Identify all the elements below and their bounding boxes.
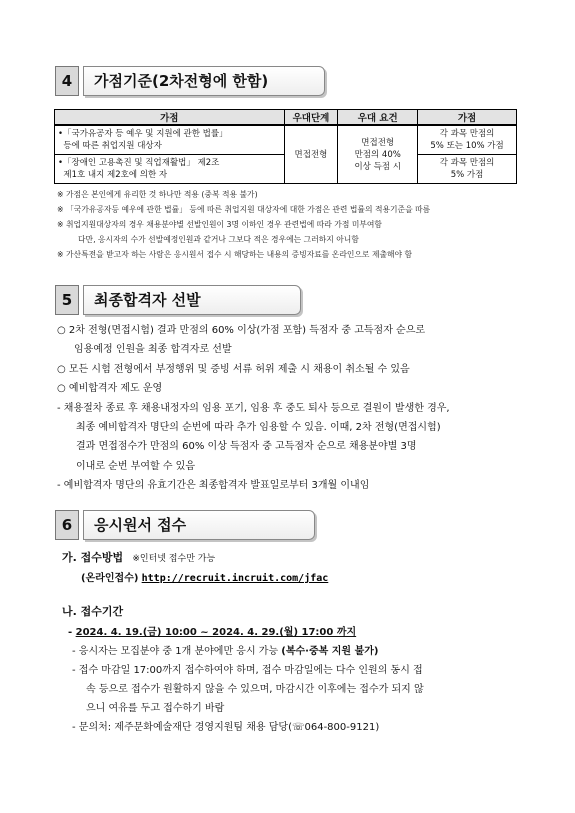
table-cell: 각 과목 만점의 5% 또는 10% 가점 — [418, 125, 517, 155]
bullet-line: 임용예정 인원을 최종 합격자로 선발 — [74, 344, 232, 356]
method-label: 가. 접수방법 — [62, 551, 124, 564]
application-link[interactable]: http://recruit.incruit.com/jfac — [141, 573, 329, 584]
note: ※ 가점은 본인에게 유리한 것 하나만 적용 (중복 적용 불가) — [57, 190, 258, 199]
method-note: ※인터넷 접수만 가능 — [132, 554, 216, 564]
table-header: 가점 — [418, 110, 517, 126]
deadline-note: - 접수 마감일 17:00까지 접수하여야 하며, 접수 마감일에는 다수 인원의 동시 접 — [72, 665, 423, 676]
table-header: 우대 요건 — [338, 110, 418, 126]
section-title: 가점기준(2차전형에 한함) — [83, 66, 325, 96]
table-cell: 면접전형 — [284, 125, 338, 184]
table-cell: 각 과목 만점의 5% 가점 — [418, 155, 517, 184]
note: ※ 「국가유공자등 예우에 관한 법률」 등에 따른 취업지원 대상자에 대한 가점은 관련 법률의 적용기준을 따름 — [57, 205, 431, 214]
dash-line: 이내로 순번 부여할 수 있음 — [76, 460, 195, 472]
period-dash: - — [68, 627, 76, 638]
application-period: 2024. 4. 19.(금) 10:00 ~ 2024. 4. 29.(월) 17:00 까지 — [75, 627, 357, 638]
final-selection-content — [57, 321, 527, 496]
bonus-criteria-table — [54, 109, 517, 184]
table-header: 가점 — [55, 110, 285, 126]
table-row — [55, 125, 517, 155]
section-title: 응시원서 접수 — [83, 510, 315, 540]
section-number: 6 — [55, 510, 79, 540]
note: ※ 가산특전을 받고자 하는 사람은 응시원서 접수 시 해당하는 내용의 증빙자료를 온라인으로 제출해야 함 — [57, 250, 413, 259]
online-label: (온라인접수) — [81, 573, 139, 584]
application-content — [62, 549, 527, 737]
table-cell: •「국가유공자 등 예우 및 지원에 관한 법률」 등에 따른 취업지원 대상자 — [55, 125, 285, 155]
deadline-note: 으니 여유를 두고 접수하기 바람 — [86, 703, 225, 714]
section-number: 4 — [55, 66, 79, 96]
restriction-bold: (복수·중복 지원 불가) — [281, 646, 379, 657]
notes-list — [57, 187, 527, 262]
dash-line: - 채용절차 종료 후 채용내정자의 임용 포기, 임용 후 중도 퇴사 등으로 결원이 발생한 경우, — [57, 402, 450, 414]
bullet-line: ○ 모든 시험 전형에서 부정행위 및 증빙 서류 허위 제출 시 채용이 취소될 수 있음 — [57, 363, 410, 375]
contact-info: - 문의처: 제주문화예술재단 경영지원팀 채용 담당(☏064-800-9121) — [72, 722, 380, 733]
note: 다만, 응시자의 수가 선발예정인원과 같거나 그보다 적은 경우에는 그러하지 아니함 — [78, 235, 359, 244]
table-cell: 면접전형 만점의 40% 이상 득점 시 — [338, 125, 418, 184]
restriction-text: - 응시자는 모집분야 중 1개 분야에만 응시 가능 — [72, 646, 282, 657]
note: ※ 취업지원대상자의 경우 채용분야별 선발인원이 3명 이하인 경우 관련법에 따라 가점 미부여함 — [57, 220, 382, 229]
table-cell: •「장애인 고용촉진 및 직업재활법」 제2조 제1호 내지 제2호에 의한 자 — [55, 155, 285, 184]
bullet-line: ○ 예비합격자 제도 운영 — [57, 383, 163, 395]
dash-line: 최종 예비합격자 명단의 순번에 따라 추가 임용할 수 있음. 이때, 2차 전형(면접시험) — [76, 422, 441, 434]
bullet-line: ○ 2차 전형(면접시험) 결과 만점의 60% 이상(가점 포함) 득점자 중 고득점자 순으로 — [57, 325, 426, 336]
table-header: 우대단계 — [284, 110, 338, 126]
section-title: 최종합격자 선발 — [83, 285, 301, 315]
dash-line: 결과 면접점수가 만점의 60% 이상 득점자 중 고득점자 순으로 채용분야별 3명 — [76, 441, 417, 453]
table-header-row — [55, 110, 517, 126]
deadline-note: 속 등으로 접수가 원활하지 않을 수 있으며, 마감시간 이후에는 접수가 되지 않 — [86, 684, 424, 695]
period-label: 나. 접수기간 — [62, 605, 124, 618]
dash-line: - 예비합격자 명단의 유효기간은 최종합격자 발표일로부터 3개월 이내임 — [57, 480, 370, 492]
section-number: 5 — [55, 285, 79, 315]
